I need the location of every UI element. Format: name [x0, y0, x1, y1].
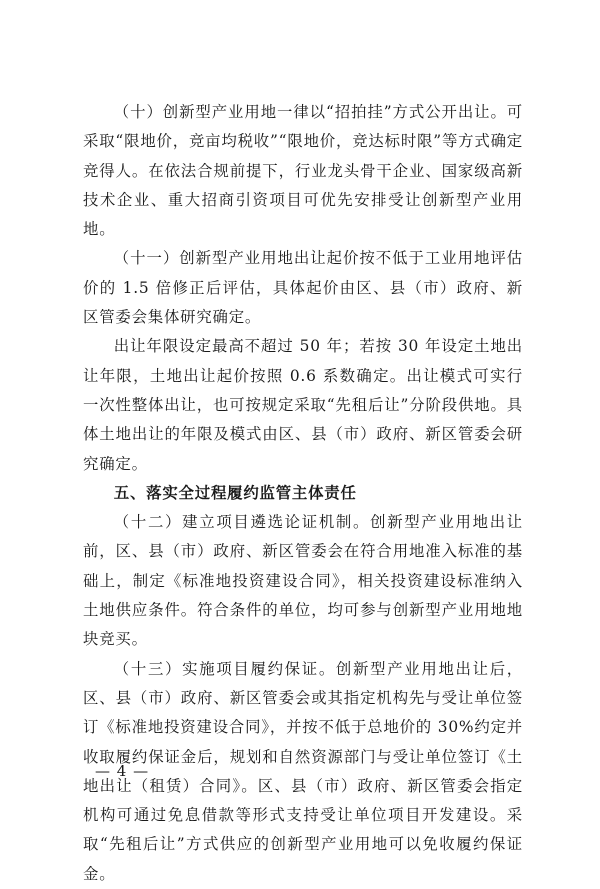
- paragraph-11: （十一）创新型产业用地出让起价按不低于工业用地评估价的 1.5 倍修正后评估，具体起价由区、县（市）政府、新区管委会集体研究确定。: [83, 249, 523, 327]
- section-heading-5: 五、落实全过程履约监管主体责任: [113, 483, 357, 502]
- paragraph-term-limit: 出让年限设定最高不超过 50 年；若按 30 年设定土地出让年限，土地出让起价按照 0.6 系数确定。出让模式可实行一次性整体出让，也可按规定采取“先租后让”分阶段供地。具体土地出让的年限及模式由区、县（市）政府、新区管委会研究确定。: [83, 337, 523, 473]
- paragraph-10: （十）创新型产业用地一律以“招拍挂”方式公开出让。可采取“限地价，竞亩均税收”“限地价，竞达标时限”等方式确定竞得人。在依法合规前提下，行业龙头骨干企业、国家级高新技术企业、重大招商引资项目可优先安排受让创新型产业用地。: [83, 103, 523, 239]
- paragraph-12: （十二）建立项目遴选论证机制。创新型产业用地出让前，区、县（市）政府、新区管委会在符合用地准入标准的基础上，制定《标准地投资建设合同》，相关投资建设标准纳入土地供应条件。符合条件的单位，均可参与创新型产业用地地块竞买。: [83, 513, 523, 649]
- page-number: — 4 —: [95, 762, 150, 780]
- paragraph-13: （十三）实施项目履约保证。创新型产业用地出让后，区、县（市）政府、新区管委会或其指定机构先与受让单位签订《标准地投资建设合同》，并按不低于总地价的 30%约定并收取履约保证金后，规划和自然资源部门与受让单位签订《土地出让（租赁）合同》。区、县（市）政府、新区管委会指定机构可通过免息借款等形式支持受让单位项目开发建设。采取“先租后让”方式供应的创新型产业用地可以免收履约保证金。: [83, 659, 523, 883]
